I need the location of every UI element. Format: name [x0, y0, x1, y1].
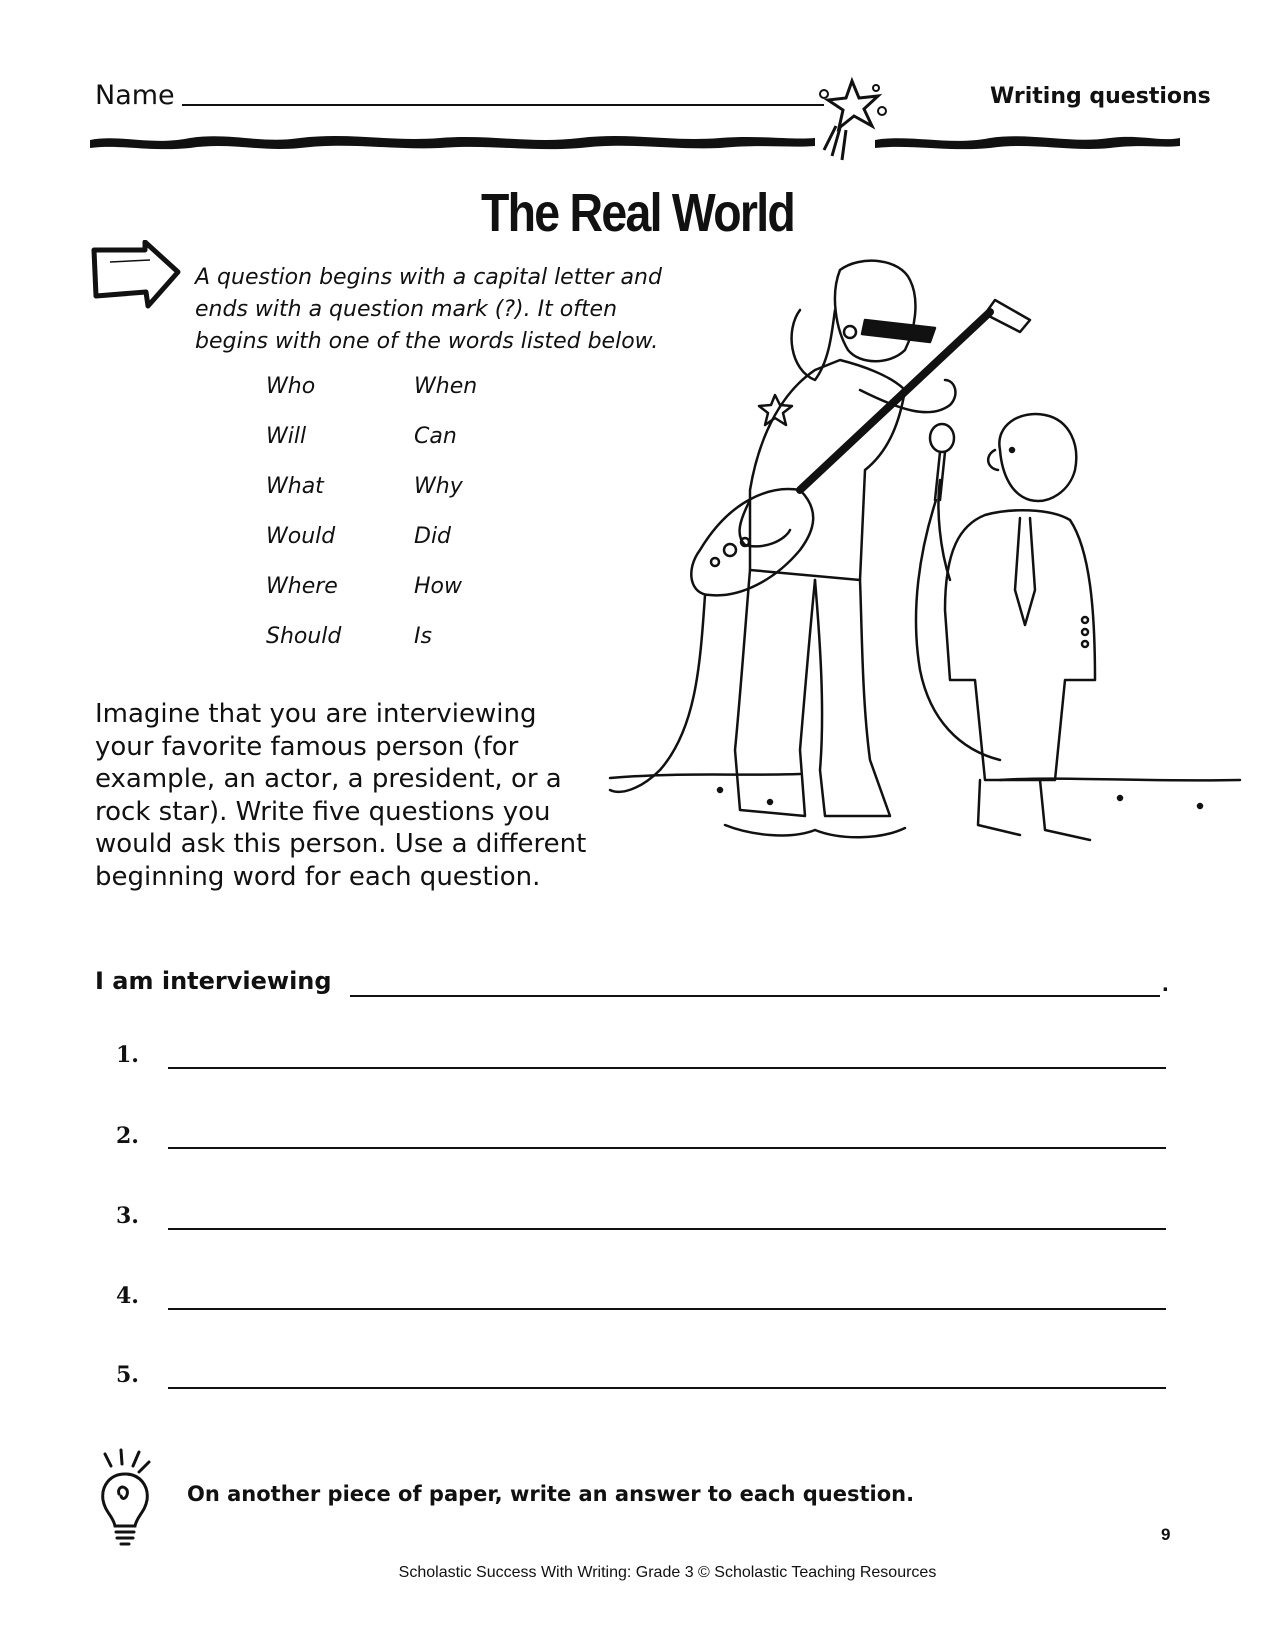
footer-credit: Scholastic Success With Writing: Grade 3 © Scholastic Teaching Resources — [398, 1564, 937, 1581]
word-can: Can — [414, 424, 457, 449]
name-label: Name — [95, 80, 175, 111]
question-line-3[interactable] — [168, 1228, 1166, 1230]
question-number-2: 2. — [116, 1123, 139, 1149]
tip-text: On another piece of paper, write an answer to each question. — [187, 1482, 915, 1506]
word-will: Will — [266, 424, 307, 449]
arrow-icon — [90, 240, 185, 310]
question-number-3: 3. — [116, 1203, 139, 1229]
word-who: Who — [266, 374, 316, 399]
word-when: When — [414, 374, 478, 399]
question-line-2[interactable] — [168, 1147, 1166, 1149]
word-did: Did — [414, 524, 452, 549]
word-where: Where — [266, 574, 338, 599]
writing-prompt: Imagine that you are interviewing your favorite famous person (for example, an actor, a president, or a rock star). Write five questions you would ask this person. Use a different beginning word for each question. — [95, 699, 587, 892]
topic-label: Writing questions — [990, 84, 1211, 109]
question-number-4: 4. — [116, 1283, 139, 1309]
interview-illustration — [600, 250, 1250, 880]
decorative-rule — [90, 126, 1180, 156]
question-line-5[interactable] — [168, 1387, 1166, 1389]
rule-explanation: A question begins with a capital letter and ends with a question mark (?). It often begins with one of the words listed below. — [195, 265, 662, 354]
word-why: Why — [414, 474, 463, 499]
word-is: Is — [414, 624, 432, 649]
question-line-1[interactable] — [168, 1067, 1166, 1069]
name-line[interactable] — [182, 104, 824, 106]
interviewing-period: . — [1162, 970, 1169, 997]
question-number-5: 5. — [116, 1362, 139, 1388]
word-should: Should — [266, 624, 342, 649]
question-number-1: 1. — [116, 1042, 139, 1068]
interviewing-label: I am interviewing — [95, 967, 332, 995]
word-would: Would — [266, 524, 336, 549]
interviewing-answer-line[interactable] — [350, 995, 1160, 997]
lightbulb-icon — [95, 1448, 155, 1548]
word-how: How — [414, 574, 462, 599]
word-what: What — [266, 474, 324, 499]
question-line-4[interactable] — [168, 1308, 1166, 1310]
page-title: The Real World — [480, 183, 795, 243]
page-number: 9 — [1161, 1525, 1171, 1544]
